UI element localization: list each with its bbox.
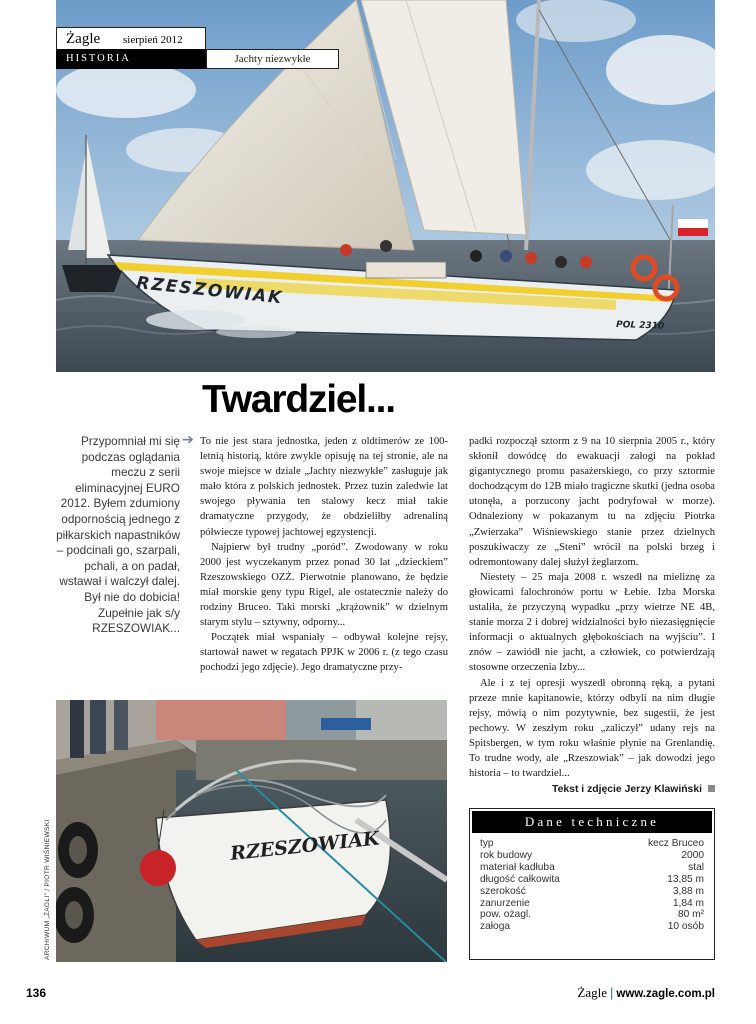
spec-value: 10 osób — [667, 921, 704, 933]
paragraph: To nie jest stara jednostka, jeden z oldtimerów ze 100-letnią historią, które zwykle opisuję na tej stronie, ale na swoje miejsce w dziale „Jachty niezwykłe” zasługuje jak mało która z polskich jednostek. Przez tuzin zaledwie lat swojego pływania ten stalowy kecz miał takie dramatyczne przygody, że obdzieliłby adrenaliną półwiecze typowej jachtowej egzystencji. — [200, 436, 448, 538]
article-column-1 — [200, 434, 448, 676]
spec-label: typ — [480, 838, 494, 849]
paragraph: Początek miał wspaniały – odbywał kolejne rejsy, startował nawet w regatach PPJK w 2006 r. (z tego czasu pochodzi jego zdjęcie). Jego dramatyczne przy- — [200, 632, 448, 674]
technical-data-heading: Dane techniczne — [472, 811, 712, 833]
arrow-right-icon: ➔ — [182, 432, 194, 448]
bottom-hull-name: RZESZOWIAK — [229, 827, 381, 865]
top-sail-number: POL 2310 — [615, 320, 665, 332]
spec-label: załoga — [480, 921, 511, 933]
paragraph: Najpierw był trudny „poród”. Zwodowany w roku 2000 jest wyczekanym przez ponad 30 lat „dzieckiem” Rzeszowskiego OZŻ. Pierwotnie planowano, że będzie miał morskie geny typu Rigel, ale ostatecznie należy do rodziny Bruceo. Taki morski „krążownik” w dzielnym starym stylu – sztywny, odporny... — [200, 541, 448, 629]
spec-row — [480, 850, 704, 862]
bottom-photo-wrecked-yacht — [56, 700, 447, 962]
spec-label: długość całkowita — [480, 873, 560, 885]
section-bar — [56, 49, 206, 69]
author-signature — [469, 782, 715, 797]
section-label: HISTORIA — [66, 53, 131, 64]
spec-row — [480, 874, 704, 886]
spec-row — [480, 898, 704, 910]
signature-text: Tekst i zdjęcie Jerzy Klawiński — [552, 784, 702, 796]
spec-row — [480, 862, 704, 874]
spec-label: szerokość — [480, 885, 526, 897]
footer-masthead — [577, 985, 715, 1001]
series-label: Jachty niezwykłe — [234, 53, 311, 65]
spec-value: 2000 — [681, 849, 704, 861]
spec-value: stal — [688, 861, 704, 873]
spec-value: 3,88 m — [672, 885, 704, 897]
spec-row — [480, 886, 704, 898]
spec-label: pow. ożagl. — [480, 909, 531, 921]
paragraph: padki rozpoczął sztorm z 9 na 10 sierpnia 2005 r., który skłonił dowódcę do ewakuacji załogi na pokład gigantycznego promu pasażerskiego, co przy sztormie dochodzącym do 12B miało tragiczne skutki (jedna osoba utonęła, a porzucony jacht podryfował w morze). Odnaleziony w pokazanym tu na zdjęciu Piotrka „Zwierzaka” Wiśniewskiego stanie przez dzielnych poszukiwaczy ze „Steni” wrócił na polski brzeg i odremontowany dalej służył żeglarzom. — [469, 436, 715, 568]
page-number: 136 — [26, 986, 47, 1000]
top-hull-name: RZESZOWIAK — [135, 273, 285, 309]
footer-magazine-name: Żagle — [577, 985, 607, 1000]
footer-separator: | — [609, 985, 614, 1000]
spec-row — [480, 838, 704, 850]
spec-value: 13,85 m — [667, 873, 704, 885]
article-title: Twardziel... — [202, 378, 395, 421]
photo-credit: ARCHIWUM „ŻAGLI” / PIOTR WIŚNIEWSKI — [44, 819, 51, 960]
technical-data-box — [469, 808, 715, 960]
spec-label: rok budowy — [480, 849, 533, 861]
issue-date: sierpień 2012 — [123, 34, 183, 46]
series-box — [206, 49, 339, 69]
article-column-2 — [469, 434, 715, 797]
pull-quote: Przypomniał mi się podczas oglądania meczu z serii eliminacyjnej EURO 2012. Byłem zdumiony odpornością jednego z piłkarskich napastników – podcinali go, szarpali, pchali, a on padał, wstawał i walczył dalej. Był nie do dobicia! Zupełnie jak s/y RZESZOWIAK... — [56, 434, 180, 636]
spec-label: zanurzenie — [480, 897, 530, 909]
spec-value: kecz Bruceo — [647, 838, 704, 849]
spec-label: materiał kadłuba — [480, 861, 555, 873]
magazine-name: Żagle — [66, 31, 101, 47]
paragraph: Niestety – 25 maja 2008 r. wszedł na mieliznę za głowicami falochronów portu w Łebie. Izba Morska ustaliła, że przyczyną wypadku „przy wietrze NE 4B, stanie morza 2 i dobrej widzialności było niezasięgnięcie informacji o aktualnych głębokościach na wyjściu”. I znów – zawiódł nie jacht, a człowiek, co potwierdzają stosowne orzeczenia Izby... — [469, 571, 715, 674]
technical-data-rows — [470, 835, 714, 933]
paragraph: Ale i z tej opresji wyszedł obronną ręką, a pytani przeze mnie kapitanowie, którzy odbyli na nim długie rejsy, mówią o nim pozytywnie, bez sugestii, że jest pechowy. W zeszłym roku „zaliczył” udany rejs na Spitsbergen, w tym roku właśnie płynie na Grenlandię. To trudne wody, ale „Rzeszowiak” – jak dowodzi jego historia – to twardziel... — [469, 677, 715, 780]
spec-value: 1,84 m — [672, 897, 704, 909]
spec-row — [480, 921, 704, 933]
spec-value: 80 m² — [677, 909, 704, 921]
spec-row — [480, 909, 704, 921]
footer-website-link[interactable]: www.zagle.com.pl — [616, 988, 715, 1000]
end-square-icon — [708, 785, 715, 792]
